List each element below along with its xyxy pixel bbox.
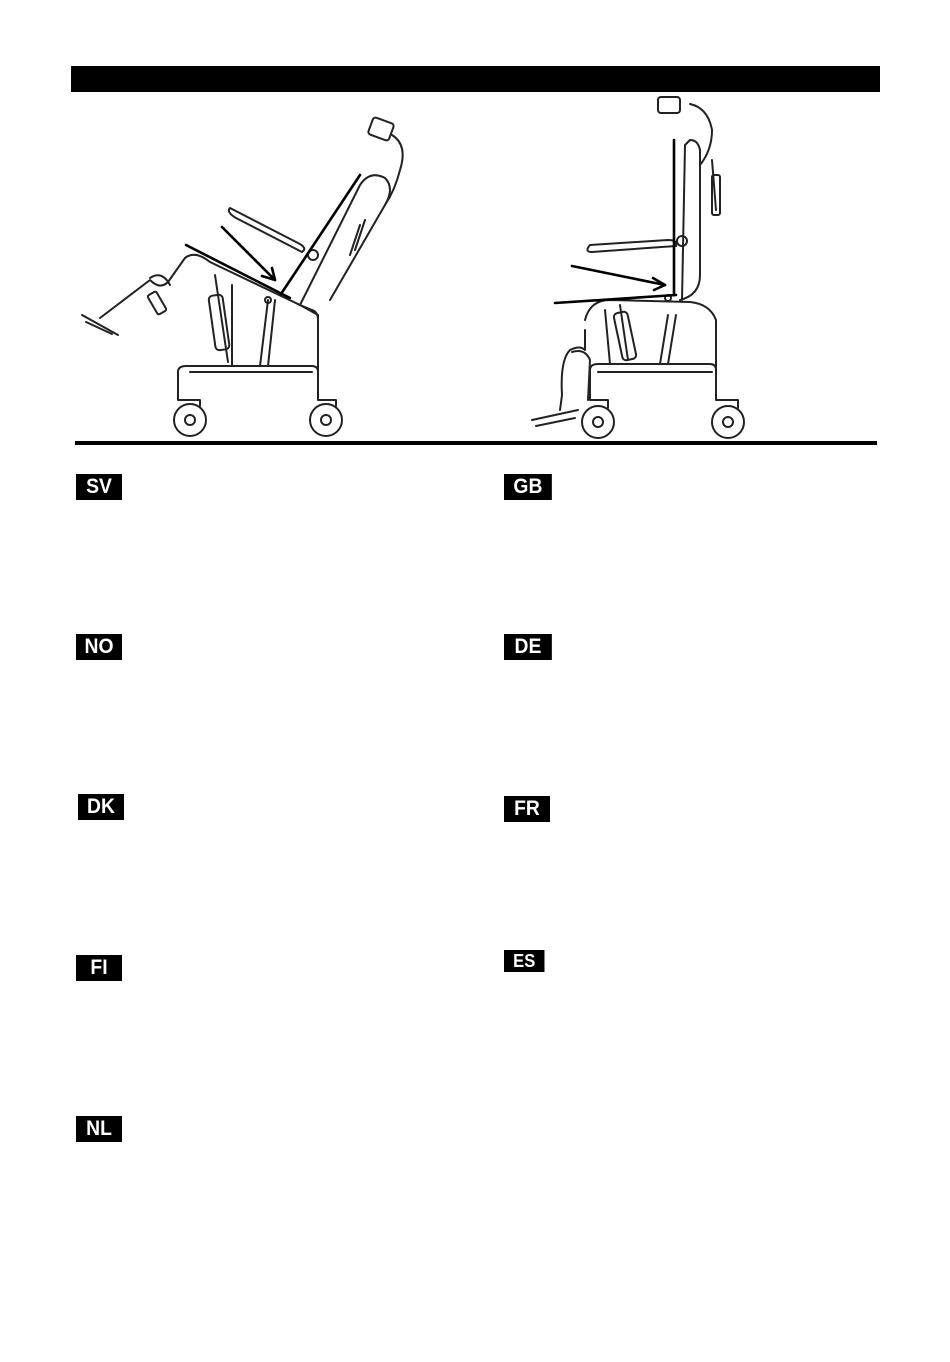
language-badge-sv: SV xyxy=(76,474,122,500)
language-badge-fr: FR xyxy=(504,796,550,822)
language-badge-dk: DK xyxy=(78,794,124,820)
language-badge-gb: GB xyxy=(504,474,552,500)
language-badge-nl: NL xyxy=(76,1116,122,1142)
upright-chair-drawing xyxy=(532,97,744,438)
reclined-chair-drawing xyxy=(82,117,403,436)
language-badge-fi: FI xyxy=(76,955,122,981)
upright-angle-lines xyxy=(555,140,676,303)
section-divider xyxy=(75,441,877,445)
language-badge-no: NO xyxy=(76,634,122,660)
language-badge-de: DE xyxy=(504,634,552,660)
shower-chair-illustration xyxy=(0,92,950,444)
language-badge-es: ES xyxy=(504,950,544,972)
header-bar xyxy=(71,66,880,92)
